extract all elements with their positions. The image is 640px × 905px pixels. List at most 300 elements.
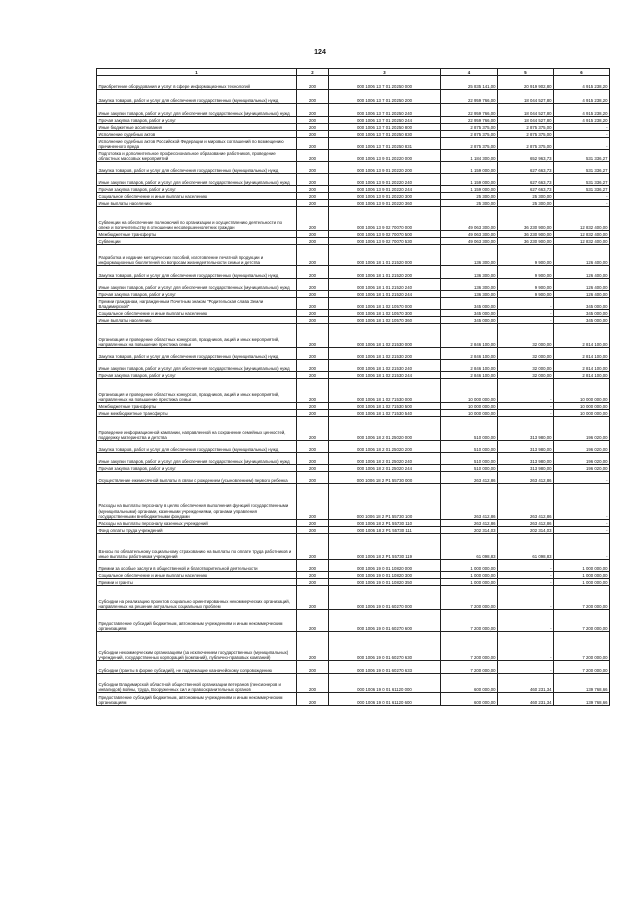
row-value4-cell: 1 184 300,00 [441,150,498,162]
table-row [97,207,610,231]
row-column2-cell: 200 [297,174,329,186]
row-value5-cell: - [498,586,554,610]
row-name-cell: Расходы на выплаты персоналу казенных учреждений [97,520,297,527]
row-value4-cell: 2 875 375,00 [441,124,498,131]
row-value4-cell: 345 000,00 [441,317,498,324]
row-code-cell: 000 1006 18 2 01 25020 000 [329,417,441,441]
table-row [97,484,610,520]
row-value5-cell: 202 314,03 [498,527,554,534]
row-value5-cell: - [498,310,554,317]
row-value6-cell: 531 336,27 [554,186,610,193]
row-value4-cell: 49 063 300,00 [441,207,498,231]
row-name-cell: Расходы на выплаты персоналу в целях обеспечения выполнения функций государственными (муниципальными) органами, казенными учреждениями, органами управления государственными внебюджетными фондами [97,484,297,520]
row-value4-cell: 61 098,83 [441,534,498,560]
row-code-cell: 000 1006 18 1 02 21530 244 [329,372,441,379]
row-code-cell: 000 1006 13 9 01 20220 244 [329,186,441,193]
row-column2-cell: 200 [297,186,329,193]
row-value6-cell: 1 000 000,00 [554,572,610,579]
row-value6-cell: 4 915 238,20 [554,117,610,124]
row-value5-cell: 9 900,00 [498,279,554,291]
row-value5-cell: - [498,410,554,417]
row-value4-cell: 263 412,86 [441,472,498,484]
row-code-cell: 000 1006 19 0 01 61120 000 [329,674,441,693]
row-name-cell: Закупка товаров, работ и услуг для обеспечения государственных (муниципальных) нужд [97,90,297,104]
row-column2-cell: 200 [297,117,329,124]
row-column2-cell: 200 [297,193,329,200]
table-row [97,465,610,472]
table-row [97,298,610,310]
row-code-cell: 000 1006 18 1 01 21520 000 [329,245,441,266]
table-row [97,266,610,279]
row-column2-cell: 200 [297,520,329,527]
row-name-cell: Межбюджетные трансферты [97,231,297,238]
row-value5-cell: 36 230 900,00 [498,231,554,238]
row-name-cell: Иные закупки товаров, работ и услуг для обеспечения государственных (муниципальных) нужд [97,360,297,372]
table-row [97,693,610,706]
table-row [97,310,610,317]
row-column2-cell: 200 [297,291,329,298]
row-value4-cell: 22 959 766,00 [441,117,498,124]
row-code-cell: 000 1006 18 1 01 21520 244 [329,291,441,298]
row-value4-cell: 7 200 000,00 [441,586,498,610]
row-name-cell: Субсидии на реализацию проектов социально ориентированных некоммерческих организаций, направленных на решение актуальных социальных проблем [97,586,297,610]
table-row [97,231,610,238]
row-column2-cell: 200 [297,150,329,162]
row-name-cell: Межбюджетные трансферты [97,403,297,410]
row-column2-cell: 200 [297,298,329,310]
row-value6-cell: 126 400,00 [554,279,610,291]
row-value4-cell: 1 159 000,00 [441,174,498,186]
row-value4-cell: 510 000,00 [441,417,498,441]
row-code-cell: 000 1006 18 1 02 10570 300 [329,310,441,317]
row-name-cell: Субсидии (гранты в форме субсидий), не подлежащие казначейскому сопровождению [97,661,297,674]
row-column2-cell: 200 [297,207,329,231]
row-name-cell: Иные выплаты населению [97,317,297,324]
row-value5-cell: 18 044 527,80 [498,90,554,104]
table-row [97,403,610,410]
row-name-cell: Прочая закупка товаров, работ и услуг [97,465,297,472]
row-value6-cell: 345 000,00 [554,310,610,317]
row-value5-cell: 2 875 375,00 [498,131,554,138]
row-value5-cell: 263 412,86 [498,472,554,484]
table-row [97,174,610,186]
row-value5-cell: 32 000,00 [498,372,554,379]
table-row [97,150,610,162]
row-name-cell: Социальное обеспечение и иные выплаты населению [97,572,297,579]
row-code-cell: 000 1006 18 2 P1 55730 119 [329,534,441,560]
row-value4-cell: 25 300,00 [441,200,498,207]
row-value5-cell: - [498,403,554,410]
row-value6-cell: 126 400,00 [554,266,610,279]
row-value5-cell: - [498,579,554,586]
row-value6-cell: 531 336,27 [554,174,610,186]
row-value4-cell: 2 875 375,00 [441,131,498,138]
row-value5-cell: 25 300,00 [498,193,554,200]
row-column2-cell: 200 [297,200,329,207]
row-name-cell: Иные выплаты населению [97,200,297,207]
row-code-cell: 000 1006 18 1 02 71530 540 [329,410,441,417]
table-row [97,238,610,245]
row-value6-cell: 4 915 238,20 [554,76,610,90]
row-name-cell: Прочая закупка товаров, работ и услуг [97,117,297,124]
row-value4-cell: 1 159 000,00 [441,162,498,174]
row-value5-cell: 9 900,00 [498,291,554,298]
table-row [97,417,610,441]
row-name-cell: Взносы по обязательному социальному страхованию на выплаты по оплате труда работников и иные выплаты работникам учреждений [97,534,297,560]
row-value4-cell: 49 063 300,00 [441,231,498,238]
row-value5-cell: - [498,610,554,632]
row-value6-cell: - [554,131,610,138]
row-name-cell: Подготовка и дополнительное профессиональное образование работников, проведение областных массовых мероприятий [97,150,297,162]
row-value5-cell: - [498,298,554,310]
table-row [97,245,610,266]
table-row [97,520,610,527]
row-column2-cell: 200 [297,484,329,520]
column-number: 2 [297,69,329,76]
row-code-cell: 000 1006 18 1 01 21520 200 [329,266,441,279]
row-value4-cell: 136 300,00 [441,279,498,291]
table-row [97,279,610,291]
row-code-cell: 000 1006 18 1 01 21520 240 [329,279,441,291]
row-name-cell: Иные закупки товаров, работ и услуг для обеспечения государственных (муниципальных) нужд [97,453,297,465]
row-value4-cell: 2 846 100,00 [441,324,498,348]
row-code-cell: 000 1006 18 1 02 10570 000 [329,298,441,310]
row-column2-cell: 200 [297,579,329,586]
row-value6-cell: - [554,472,610,484]
row-code-cell: 000 1006 18 1 02 21530 000 [329,324,441,348]
row-name-cell: Разработка и издание методических пособий, изготовление печатной продукции и информационных бюллетеней по вопросам жизнедеятельности семьи и детства [97,245,297,266]
row-value4-cell: 345 000,00 [441,310,498,317]
row-value5-cell: 627 663,73 [498,174,554,186]
row-value5-cell: - [498,661,554,674]
row-column2-cell: 200 [297,560,329,572]
table-row [97,472,610,484]
row-code-cell: 000 1006 13 7 01 20250 200 [329,90,441,104]
row-code-cell: 000 1006 13 7 01 20250 831 [329,138,441,150]
row-name-cell: Иные бюджетные ассигнования [97,124,297,131]
row-value6-cell: 7 200 000,00 [554,610,610,632]
row-value5-cell: 627 663,73 [498,186,554,193]
row-name-cell: Иные закупки товаров, работ и услуг для обеспечения государственных (муниципальных) нужд [97,174,297,186]
row-value5-cell: 25 300,00 [498,200,554,207]
row-name-cell: Прочая закупка товаров, работ и услуг [97,186,297,193]
row-value4-cell: 7 200 000,00 [441,610,498,632]
row-value6-cell: 2 814 100,00 [554,348,610,360]
row-column2-cell: 200 [297,138,329,150]
row-value5-cell: 460 231,34 [498,674,554,693]
row-value5-cell: 32 000,00 [498,360,554,372]
column-number: 4 [441,69,498,76]
row-value6-cell: 10 000 000,00 [554,379,610,403]
row-value4-cell: 1 000 000,00 [441,579,498,586]
row-value6-cell: 196 020,00 [554,417,610,441]
row-value5-cell: 9 900,00 [498,266,554,279]
column-number: 5 [498,69,554,76]
row-value5-cell: 61 098,83 [498,534,554,560]
row-value6-cell: 10 000 000,00 [554,403,610,410]
row-name-cell: Закупка товаров, работ и услуг для обеспечения государственных (муниципальных) нужд [97,441,297,453]
row-code-cell: 000 1006 13 9 02 70070 530 [329,238,441,245]
row-name-cell: Премии и гранты [97,579,297,586]
row-value6-cell: - [554,124,610,131]
row-name-cell: Социальное обеспечение и иные выплаты населению [97,310,297,317]
row-code-cell: 000 1006 18 1 02 71530 500 [329,403,441,410]
row-value5-cell: 460 231,34 [498,693,554,706]
table-row [97,560,610,572]
row-code-cell: 000 1006 13 7 01 20250 800 [329,124,441,131]
row-value4-cell: 22 959 766,00 [441,104,498,117]
row-code-cell: 000 1006 13 9 01 20220 300 [329,193,441,200]
row-value4-cell: 263 412,86 [441,484,498,520]
table-row [97,317,610,324]
row-name-cell: Премии гражданам, награжденным Почетным знаком "Родительская слава Земли Владимирской" [97,298,297,310]
row-name-cell: Социальное обеспечение и иные выплаты населению [97,193,297,200]
row-code-cell: 000 1006 19 0 01 10820 300 [329,572,441,579]
row-code-cell: 000 1006 18 1 02 10570 360 [329,317,441,324]
row-code-cell: 000 1006 18 1 02 21530 240 [329,360,441,372]
row-name-cell: Премии за особые заслуги в общественной и благотворительной деятельности [97,560,297,572]
table-row [97,586,610,610]
row-column2-cell: 200 [297,162,329,174]
row-value6-cell: 7 200 000,00 [554,632,610,661]
row-value5-cell: 20 919 902,80 [498,76,554,90]
row-column2-cell: 200 [297,317,329,324]
row-column2-cell: 200 [297,372,329,379]
table-row [97,124,610,131]
row-name-cell: Предоставление субсидий бюджетным, автономным учреждениям и иным некоммерческим организациям [97,610,297,632]
column-number: 1 [97,69,297,76]
table-row [97,534,610,560]
row-column2-cell: 200 [297,279,329,291]
row-value6-cell: 7 200 000,00 [554,586,610,610]
row-column2-cell: 200 [297,245,329,266]
row-value6-cell: 10 000 000,00 [554,410,610,417]
row-value5-cell: 36 230 900,00 [498,238,554,245]
table-row [97,572,610,579]
row-value4-cell: 7 200 000,00 [441,661,498,674]
row-column2-cell: 200 [297,453,329,465]
row-code-cell: 000 1006 19 0 01 60270 630 [329,632,441,661]
table-row [97,186,610,193]
table-row [97,360,610,372]
row-value4-cell: 2 846 100,00 [441,372,498,379]
row-value4-cell: 7 200 000,00 [441,632,498,661]
row-value4-cell: 510 000,00 [441,453,498,465]
row-value6-cell: - [554,484,610,520]
row-code-cell: 000 1006 18 1 02 71530 000 [329,379,441,403]
row-value6-cell: 2 814 100,00 [554,324,610,348]
row-value5-cell: - [498,560,554,572]
row-value6-cell: 4 915 238,20 [554,90,610,104]
row-value4-cell: 25 835 141,00 [441,76,498,90]
row-name-cell: Иные межбюджетные трансферты [97,410,297,417]
table-row [97,76,610,90]
table-row [97,131,610,138]
row-value6-cell: 12 832 400,00 [554,207,610,231]
row-name-cell: Предоставление субсидий бюджетным, автономным учреждениям и иным некоммерческим организациям [97,693,297,706]
row-column2-cell: 200 [297,324,329,348]
row-name-cell: Организация и проведение областных конкурсов, праздников, акций и иных мероприятий, направленных на повышение престижа семьи [97,324,297,348]
table-row [97,104,610,117]
table-row [97,379,610,403]
row-code-cell: 000 1006 13 7 01 20250 830 [329,131,441,138]
row-column2-cell: 200 [297,572,329,579]
row-value5-cell: 263 412,86 [498,520,554,527]
row-value5-cell: - [498,632,554,661]
table-row [97,193,610,200]
row-value5-cell: 313 980,00 [498,441,554,453]
table-row [97,324,610,348]
row-column2-cell: 200 [297,410,329,417]
row-column2-cell: 200 [297,90,329,104]
row-value6-cell: 12 832 400,00 [554,231,610,238]
row-value6-cell: 196 020,00 [554,453,610,465]
row-value6-cell: 531 336,27 [554,162,610,174]
row-name-cell: Иные закупки товаров, работ и услуг для обеспечения государственных (муниципальных) нужд [97,279,297,291]
row-value5-cell: 18 044 527,80 [498,117,554,124]
table-row [97,453,610,465]
row-value4-cell: 136 300,00 [441,291,498,298]
row-value5-cell: 9 900,00 [498,245,554,266]
row-value5-cell: 263 412,86 [498,484,554,520]
table-row [97,441,610,453]
row-name-cell: Субвенции [97,238,297,245]
row-value4-cell: 1 159 000,00 [441,186,498,193]
row-value5-cell: 36 230 900,00 [498,207,554,231]
row-column2-cell: 200 [297,348,329,360]
table-row [97,410,610,417]
row-name-cell: Иные закупки товаров, работ и услуг для обеспечения государственных (муниципальных) нужд [97,104,297,117]
row-column2-cell: 200 [297,632,329,661]
row-value6-cell: - [554,138,610,150]
table-row [97,372,610,379]
row-code-cell: 000 1006 18 2 P1 55730 111 [329,527,441,534]
row-value6-cell: 4 915 238,20 [554,104,610,117]
table-row [97,348,610,360]
row-value6-cell: 196 020,00 [554,465,610,472]
row-value4-cell: 1 000 000,00 [441,560,498,572]
row-value4-cell: 1 000 000,00 [441,572,498,579]
table-row [97,579,610,586]
table-row [97,610,610,632]
row-value6-cell: - [554,527,610,534]
row-code-cell: 000 1006 13 7 01 20250 000 [329,76,441,90]
row-value6-cell: 345 000,00 [554,317,610,324]
row-name-cell: Исполнение судебных актов [97,131,297,138]
row-code-cell: 000 1006 13 9 01 20220 240 [329,174,441,186]
table-row [97,291,610,298]
row-column2-cell: 200 [297,441,329,453]
row-value6-cell: 2 814 100,00 [554,360,610,372]
table-row [97,90,610,104]
row-value4-cell: 2 846 100,00 [441,348,498,360]
row-code-cell: 000 1006 13 9 01 20220 000 [329,150,441,162]
row-column2-cell: 200 [297,534,329,560]
row-column2-cell: 200 [297,586,329,610]
row-name-cell: Прочая закупка товаров, работ и услуг [97,372,297,379]
row-code-cell: 000 1006 13 9 02 70070 000 [329,207,441,231]
row-code-cell: 000 1006 18 2 P1 55730 110 [329,520,441,527]
row-value5-cell: 32 000,00 [498,324,554,348]
row-value4-cell: 263 412,86 [441,520,498,527]
row-value4-cell: 10 000 000,00 [441,379,498,403]
row-value5-cell: 313 980,00 [498,417,554,441]
row-name-cell: Закупка товаров, работ и услуг для обеспечения государственных (муниципальных) нужд [97,162,297,174]
row-column2-cell: 200 [297,231,329,238]
column-number: 6 [554,69,610,76]
row-value6-cell: 1 000 000,00 [554,560,610,572]
row-value4-cell: 10 000 000,00 [441,410,498,417]
row-name-cell: Приобретение оборудования и услуг в сфере информационных технологий [97,76,297,90]
row-code-cell: 000 1006 13 9 01 20220 360 [329,200,441,207]
row-column2-cell: 200 [297,417,329,441]
row-value5-cell: 32 000,00 [498,348,554,360]
row-column2-cell: 200 [297,76,329,90]
table-row [97,527,610,534]
page-number: 124 [314,49,326,56]
row-column2-cell: 200 [297,465,329,472]
row-name-cell: Фонд оплаты труда учреждений [97,527,297,534]
row-value6-cell: 12 832 400,00 [554,238,610,245]
row-value6-cell: 1 000 000,00 [554,579,610,586]
row-name-cell: Осуществление ежемесячной выплаты в связи с рождением (усыновлением) первого ребенка [97,472,297,484]
row-name-cell: Субсидии Владимирской областной общественной организации ветеранов (пенсионеров и инвалидов) войны, труда, Вооруженных сил и правоохранительных органов [97,674,297,693]
row-value5-cell: 2 875 375,00 [498,124,554,131]
row-column2-cell: 200 [297,104,329,117]
row-value4-cell: 510 000,00 [441,465,498,472]
row-value6-cell: - [554,520,610,527]
table-row [97,632,610,661]
row-code-cell: 000 1006 18 2 01 25020 200 [329,441,441,453]
row-value6-cell: 139 768,66 [554,674,610,693]
column-number: 3 [329,69,441,76]
table-row [97,674,610,693]
row-value4-cell: 49 063 300,00 [441,238,498,245]
row-value4-cell: 345 000,00 [441,298,498,310]
row-value6-cell: - [554,534,610,560]
row-column2-cell: 200 [297,310,329,317]
row-value4-cell: 136 300,00 [441,266,498,279]
row-column2-cell: 200 [297,403,329,410]
row-code-cell: 000 1006 18 2 01 25020 244 [329,465,441,472]
row-name-cell: Субвенции на обеспечение полномочий по организации и осуществлению деятельности по опеке и попечительству в отношении несовершеннолетних граждан [97,207,297,231]
row-column2-cell: 200 [297,674,329,693]
row-code-cell: 000 1006 13 7 01 20250 244 [329,117,441,124]
row-value4-cell: 510 000,00 [441,441,498,453]
row-value6-cell: 196 020,00 [554,441,610,453]
row-value4-cell: 2 846 100,00 [441,360,498,372]
row-value5-cell: - [498,379,554,403]
row-value5-cell: 652 963,73 [498,150,554,162]
row-code-cell: 000 1006 18 2 P1 55730 000 [329,472,441,484]
row-code-cell: 000 1006 13 9 01 20220 200 [329,162,441,174]
row-column2-cell: 200 [297,693,329,706]
row-column2-cell: 200 [297,527,329,534]
row-code-cell: 000 1006 18 1 02 21530 200 [329,348,441,360]
row-name-cell: Прочая закупка товаров, работ и услуг [97,291,297,298]
row-value5-cell: 627 663,73 [498,162,554,174]
table-row [97,200,610,207]
row-column2-cell: 200 [297,379,329,403]
row-value4-cell: 136 300,00 [441,245,498,266]
row-column2-cell: 200 [297,266,329,279]
row-value6-cell: - [554,200,610,207]
row-value5-cell: - [498,317,554,324]
row-value6-cell: 126 400,00 [554,291,610,298]
row-code-cell: 000 1006 19 0 01 10820 000 [329,560,441,572]
row-code-cell: 000 1006 19 0 01 60270 000 [329,586,441,610]
row-value4-cell: 2 875 375,00 [441,138,498,150]
